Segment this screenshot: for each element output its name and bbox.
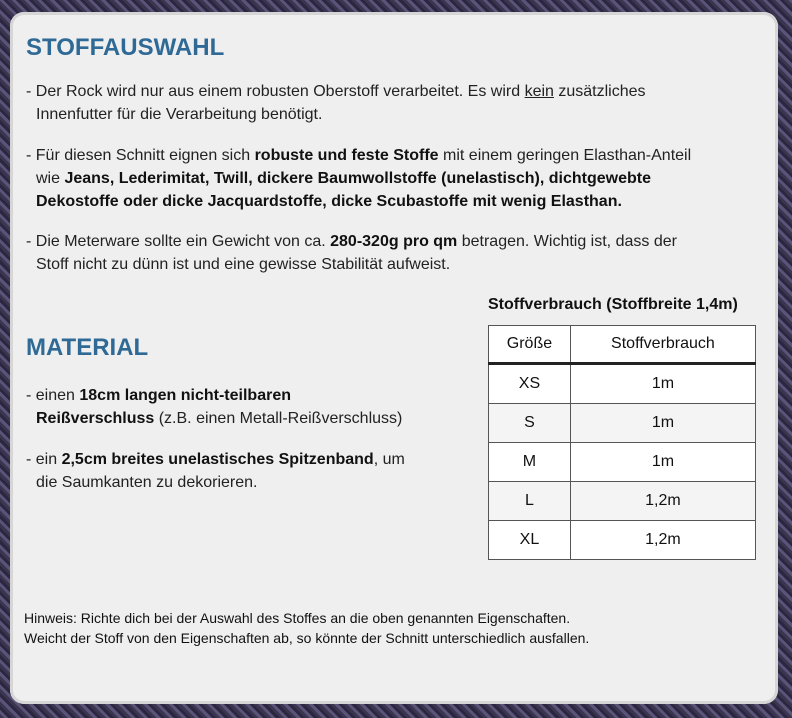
column-header-usage: Stoffverbrauch [570, 326, 755, 364]
size-cell: XL [489, 521, 571, 560]
table-row [489, 443, 756, 482]
size-cell: S [489, 404, 571, 443]
usage-cell: 1m [570, 443, 755, 482]
fabric-usage-table [488, 325, 756, 560]
size-cell: XS [489, 364, 571, 404]
material-item-zipper: - einen 18cm langen nicht-teilbaren Reißverschluss (z.B. einen Metall-Reißverschluss) [26, 387, 403, 427]
table-caption: Stoffverbrauch (Stoffbreite 1,4m) [488, 296, 738, 313]
footnote-line-2: Weicht der Stoff von den Eigenschaften ab, so könnte der Schnitt unterschiedlich ausfallen. [24, 630, 590, 646]
stoff-paragraph-2: - Für diesen Schnitt eignen sich robuste und feste Stoffe mit einem geringen Elasthan-Anteil wie Jeans, Lederimitat, Twill, dickere Baumwollstoffe (unelastisch), dichtgewebte Dekostoffe oder dicke Jacquardstoffe, dicke Scubastoffe mit wenig Elasthan. [26, 147, 692, 210]
stoff-paragraph-3: - Die Meterware sollte ein Gewicht von ca. 280-320g pro qm betragen. Wichtig ist, dass der Stoff nicht zu dünn ist und eine gewisse Stabilität aufweist. [26, 233, 677, 273]
table-row [489, 404, 756, 443]
usage-cell: 1m [570, 404, 755, 443]
table-header-row [489, 326, 756, 364]
table-row [489, 482, 756, 521]
info-card [10, 12, 778, 704]
stoff-paragraph-1: - Der Rock wird nur aus einem robusten Oberstoff verarbeitet. Es wird kein zusätzliches Innenfutter für die Verarbeitung benötigt. [26, 83, 646, 123]
usage-cell: 1m [570, 364, 755, 404]
material-item-lace: - ein 2,5cm breites unelastisches Spitzenband, um die Saumkanten zu dekorieren. [26, 451, 405, 491]
table-row [489, 364, 756, 404]
usage-cell: 1,2m [570, 521, 755, 560]
size-cell: M [489, 443, 571, 482]
column-header-size: Größe [489, 326, 571, 364]
usage-cell: 1,2m [570, 482, 755, 521]
stoffauswahl-heading: STOFFAUSWAHL [26, 34, 225, 61]
material-heading: MATERIAL [26, 334, 149, 361]
footnote-line-1: Hinweis: Richte dich bei der Auswahl des Stoffes an die oben genannten Eigenschaften. [24, 610, 571, 626]
footnote [24, 608, 589, 648]
size-cell: L [489, 482, 571, 521]
table-row [489, 521, 756, 560]
